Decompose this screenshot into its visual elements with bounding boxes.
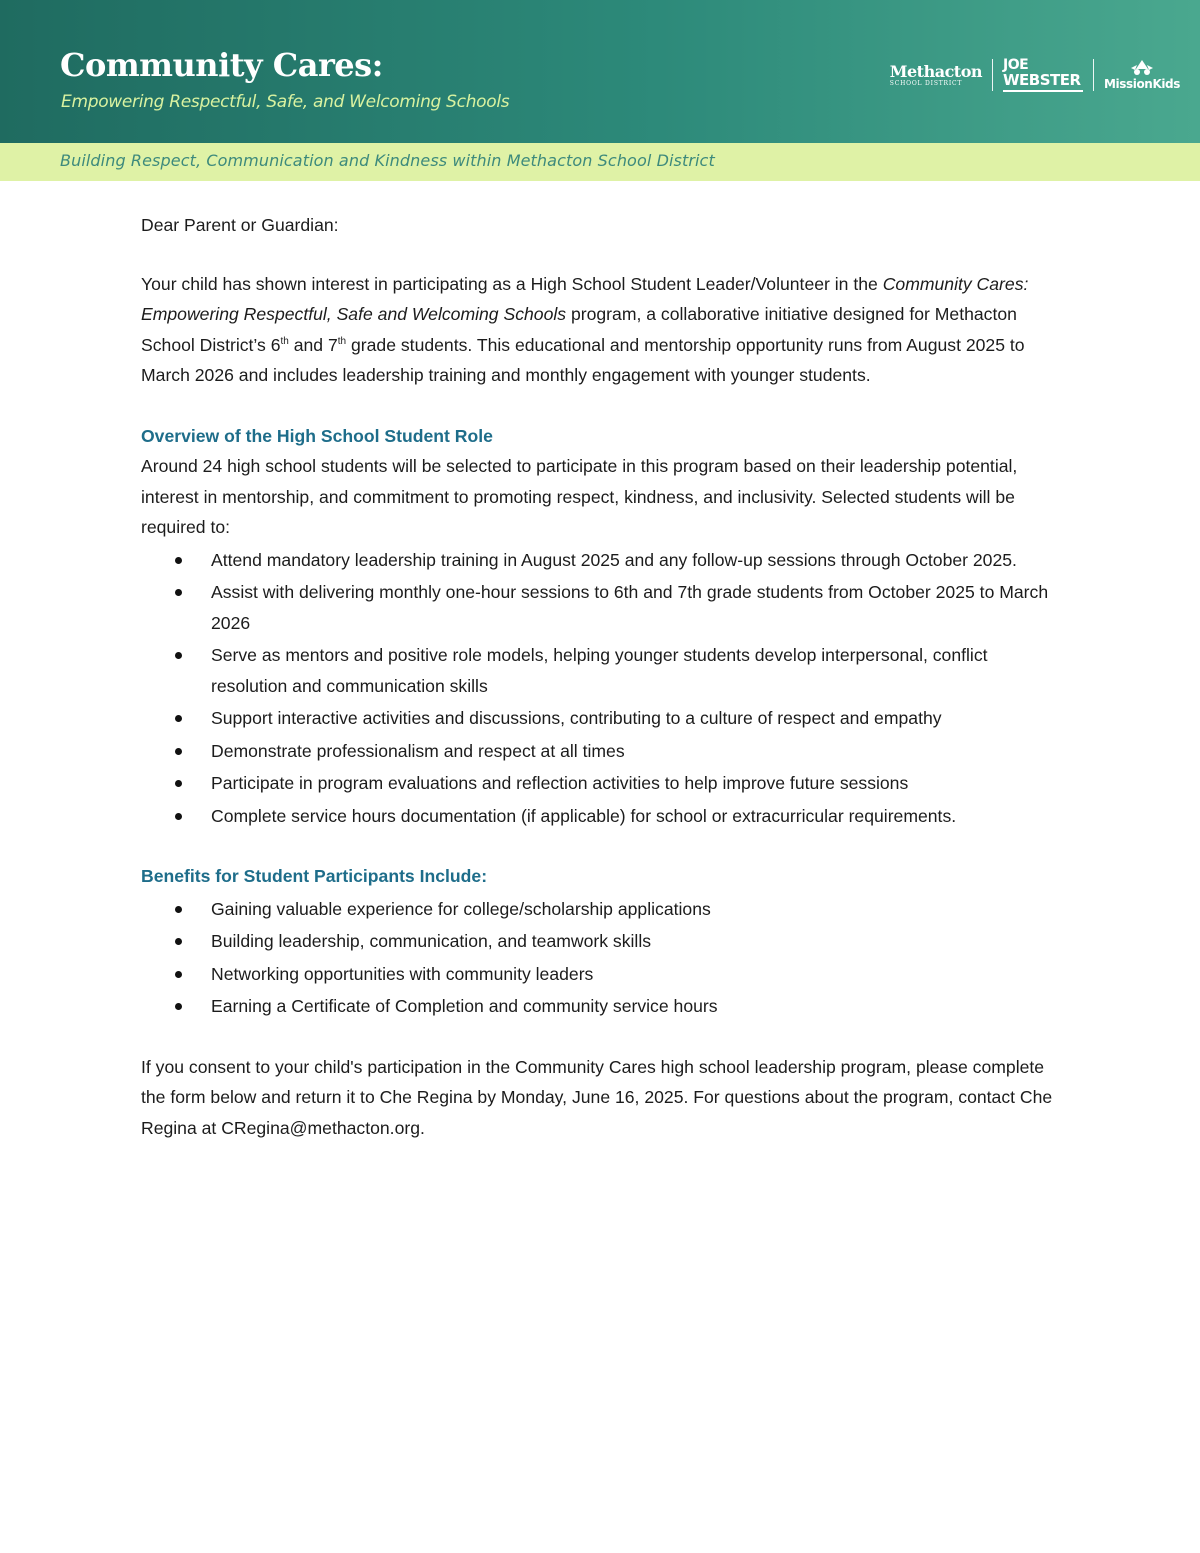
logo-divider: [992, 59, 993, 91]
list-item-text: Complete service hours documentation (if applicable) for school or extracurricular requirements.: [211, 805, 957, 826]
list-item-text: Earning a Certificate of Completion and community service hours: [211, 996, 718, 1016]
list-item: [141, 703, 1061, 734]
list-item: [141, 768, 1061, 799]
list-item-text: Gaining valuable experience for college/scholarship applications: [211, 898, 711, 919]
list-item: [141, 545, 1061, 576]
list-item: [141, 577, 1061, 638]
webster-logo-text: WEBSTER: [1003, 71, 1081, 89]
list-item-text: Support interactive activities and discussions, contributing to a culture of respect and empathy: [211, 708, 942, 728]
intro-part-3: and 7: [288, 334, 338, 355]
bullet-icon: [175, 748, 182, 755]
logo-divider: [1093, 59, 1094, 91]
logo-rule: [1003, 90, 1083, 92]
bullet-icon: [175, 557, 182, 564]
list-item-text: Attend mandatory leadership training in August 2025 and any follow-up sessions through October 2025.: [211, 549, 1017, 570]
list-item: [141, 959, 1061, 990]
role-list: [141, 545, 1061, 832]
bullet-icon: [175, 589, 182, 596]
missionkids-logo-text: MissionKids: [1104, 77, 1180, 91]
intro-part-1: Your child has shown interest in participating as a High School Student Leader/Volunteer in the: [141, 273, 883, 294]
superscript-th: th: [280, 335, 289, 347]
methacton-logo-sub: SCHOOL DISTRICT: [889, 80, 963, 87]
list-item: [141, 801, 1061, 832]
list-item: [141, 640, 1061, 701]
bullet-icon: [175, 971, 182, 978]
list-item: [141, 894, 1061, 925]
benefits-heading: Benefits for Student Participants Include:: [141, 866, 488, 886]
role-paragraph: Around 24 high school students will be selected to participate in this program based on their leadership potential, interest in mentorship, and commitment to promoting respect, kindness, and inclusivity. Selected students will be required to:: [141, 456, 1018, 537]
bullet-icon: [175, 938, 182, 945]
page-title: Community Cares:: [60, 46, 383, 84]
partner-logos: [890, 58, 1180, 92]
list-item: [141, 736, 1061, 767]
bullet-icon: [175, 715, 182, 722]
methacton-logo-name: Methacton: [889, 62, 982, 81]
letter-body: [141, 210, 1061, 1143]
methacton-logo: [890, 63, 982, 87]
intro-part-2: program, a collaborative initiative designed for Methacton School District’s 6: [141, 304, 1017, 355]
bullet-icon: [175, 780, 182, 787]
list-item-text: Participate in program evaluations and reflection activities to help improve future sessions: [211, 773, 909, 793]
tagline: Building Respect, Communication and Kindness within Methacton School District: [60, 151, 715, 170]
intro-paragraph: [141, 269, 1061, 391]
list-item-text: Building leadership, communication, and teamwork skills: [211, 931, 652, 951]
bullet-icon: [175, 813, 182, 820]
program-name: Community Cares: Empowering Respectful, Safe and Welcoming Schools: [141, 273, 1029, 324]
list-item-text: Assist with delivering monthly one-hour sessions to 6th and 7th grade students from October 2025 to March 2026: [211, 582, 1049, 633]
page-subtitle: Empowering Respectful, Safe, and Welcoming Schools: [61, 92, 510, 112]
joe-logo-text: JOE: [1003, 57, 1029, 73]
bullet-icon: [175, 652, 182, 659]
missionkids-logo: [1104, 59, 1180, 91]
spacer: [141, 241, 1061, 269]
superscript-th: th: [337, 335, 347, 347]
joe-webster-logo: [1003, 58, 1083, 92]
salutation: Dear Parent or Guardian:: [141, 215, 339, 235]
spacer: [141, 833, 1061, 861]
list-item-text: Demonstrate professionalism and respect at all times: [211, 740, 625, 761]
list-item-text: Networking opportunities with community leaders: [211, 963, 594, 984]
spacer: [141, 391, 1061, 421]
list-item-text: Serve as mentors and positive role models, helping younger students develop interpersonal, conflict resolution and communication skills: [211, 645, 988, 696]
intro-part-4: grade students. This educational and mentorship opportunity runs from August 2025 to March 2026 and includes leadership training and monthly engagement with younger students.: [141, 334, 1025, 385]
spacer: [141, 1024, 1061, 1052]
role-heading: Overview of the High School Student Role: [141, 425, 493, 446]
closing-paragraph: If you consent to your child's participation in the Community Cares high school leadership program, please complete the form below and return it to Che Regina by Monday, June 16, 2025. For questions about the program, contact Che Regina at CRegina@methacton.org.: [141, 1056, 1053, 1138]
benefits-list: [141, 894, 1061, 1022]
missionkids-icon: [1129, 59, 1155, 77]
bullet-icon: [175, 906, 182, 913]
list-item: [141, 926, 1061, 957]
bullet-icon: [175, 1003, 182, 1010]
list-item: [141, 991, 1061, 1022]
